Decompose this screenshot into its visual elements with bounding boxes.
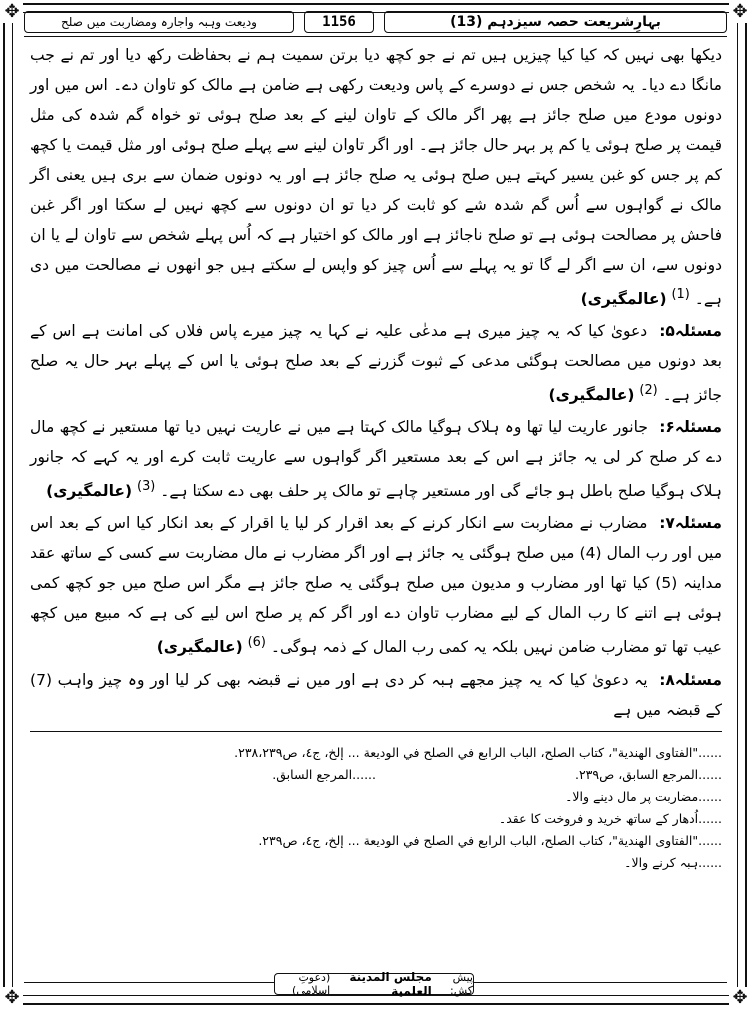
publisher-suffix: (دعوتِ اسلامی) <box>292 971 331 997</box>
footnote-ref: (6) <box>247 635 266 651</box>
footnote-3: ......المرجع السابق. <box>272 767 376 782</box>
masala-paragraph <box>30 508 722 662</box>
footnote-ref: (1) <box>671 287 690 302</box>
paragraph-text: دیکھا بھی نہیں کہ کیا کیا چیزیں ہیں تم نے جو کچھ دیا برتن سمیت ہم نے بحفاظت رکھ دیا اور تم نے جب مانگا دے دیا۔ یہ شخص جس نے دوسرے کے پاس ودیعت رکھی ہے ضامن ہے مالک کو تاوان دے۔ اس میں اور دونوں مودع میں صلح جائز ہے پھر اگر مالک کے تاوان لینے کے بعد صلح ہوئی تو خواہ گم شدہ کی مثل قیمت پر صلح ہوئی یا کم پر بہر حال جائز ہے۔ اور اگر تاوان لینے سے پہلے صلح ہوئی اور مثل قیمت یا کچھ کم پر جس کو غبن یسیر کہتے ہیں صلح ہوئی یہ صلح جائز ہے اور یہ دونوں ضمان سے بری ہیں یعنی اگر مالک نے گواہوں سے اُس گم شدہ شے کو ثابت کر دیا تو ان دونوں سے کچھ نہیں لے سکتا اور اگر غبن فاحش پر مصالحت ہوئی ہے تو صلح ناجائز ہے اور مالک کو اختیار ہے کہ اُس پہلے شخص سے تاوان لے یا ان دونوں سے، ان سے اگر لے گا تو یہ پہلے سے اُس چیز کو واپس لے سکتے ہیں جو انھوں نے مصالحت میں دی ہے۔ <box>30 46 722 309</box>
footnote-2: ......المرجع السابق، ص٢٣٩. <box>574 767 722 782</box>
footnote-5: ......اُدھار کے ساتھ خرید و فروخت کا عقد۔ <box>498 811 722 826</box>
book-title: بہارِشریعت حصہ سیزدہم (13) <box>384 11 727 33</box>
footnote-1: ......"الفتاوی الهندية"، كتاب الصلح، الباب الرابع في الصلح في الوديعة ... إلخ، ج٤، ص٢٣٨،٢٣٩. <box>234 745 722 760</box>
publisher-badge <box>274 970 474 998</box>
footnote-6: ......"الفتاوی الهندية"، كتاب الصلح، الباب الرابع في الصلح في الوديعة ... إلخ، ج٤، ص٢٣٩. <box>258 833 722 848</box>
masala-label: مسئلہ۵: <box>659 322 722 341</box>
footnote-4: ......مضاربت پر مال دینے والا۔ <box>565 789 722 804</box>
main-text <box>30 40 722 725</box>
header-rule <box>24 36 727 37</box>
page-footer <box>24 970 727 1003</box>
footnote-ref: (2) <box>639 383 658 399</box>
corner-ornament-icon: ✥ <box>729 987 751 1009</box>
footnote-divider <box>30 731 722 732</box>
citation: (عالمگیری) <box>156 638 243 657</box>
corner-ornament-icon: ✥ <box>1 987 23 1009</box>
corner-ornament-icon: ✥ <box>729 1 751 23</box>
corner-ornament-icon: ✥ <box>1 1 23 23</box>
publisher-prefix: پیش کش: <box>450 971 473 997</box>
chapter-title: ودیعت وہبہ واجارہ ومضاربت میں صلح <box>24 11 294 33</box>
citation: (عالمگیری) <box>548 386 635 405</box>
paragraph-text: یہ دعویٰ کیا کہ یہ چیز مجھے ہبہ کر دی ہے اور میں نے قبضہ بھی کر لیا اور وہ چیز واہب (7) کے قبضہ میں ہے <box>30 670 722 719</box>
masala-label: مسئلہ۶: <box>659 418 722 437</box>
paragraph-text: مضارب نے مضاربت سے انکار کرنے کے بعد اقرار کر لیا یا اقرار کے بعد انکار کیا اس کے بعد اس میں اور رب المال (4) میں صلح ہوگئی یہ جائز ہے اور اگر مضارب نے مال مضاربت سے کسی کے ساتھ عقد مداینہ (5) کیا تھا اور مضارب و مدیون میں صلح ہوگئی یہ صلح جائز ہے مگر اس صلح میں جو کچھ کمی ہوئی ہے اتنے کا رب المال کے لیے مضارب تاوان دے اور اگر کم پر صلح اس لیے کی ہے کہ مبیع میں کچھ عیب تھا تو مضارب ضامن نہیں بلکہ یہ کمی رب المال کے ذمہ ہوگی۔ <box>30 514 722 657</box>
paragraph-text: جانور عاریت لیا تھا وہ ہلاک ہوگیا مالک کہتا ہے میں نے عاریت نہیں دیا تھا مستعیر نے کچھ مال دے کر صلح کر لی یہ جائز ہے اس کے بعد مستعیر اگر گواہوں سے عاریت ثابت کرے اور یہ کہے کہ جانور ہلاک ہوگیا صلح باطل ہو جائے گی اور مستعیر چاہے تو مالک پر حلف بھی دے سکتا ہے۔ <box>30 418 722 501</box>
page-number: 1156 <box>304 11 374 33</box>
footnote-7: ......ہبہ کرنے والا۔ <box>624 855 722 870</box>
footnotes <box>30 742 722 874</box>
citation: (عالمگیری) <box>580 290 667 309</box>
paragraph <box>30 40 722 314</box>
masala-paragraph <box>30 316 722 410</box>
masala-paragraph <box>30 665 722 725</box>
footnote-ref: (3) <box>137 479 156 495</box>
footnote-row <box>30 764 722 786</box>
paragraph-text: دعویٰ کیا کہ یہ چیز میری ہے مدعٰی علیہ نے کہا یہ چیز میرے پاس فلاں کی امانت ہے اس کے بعد دونوں میں مصالحت ہوگئی مدعی کے ثبوت گزرنے کے بعد صلح ہوئی یا اس کے پہلے بہر حال یہ صلح جائز ہے۔ <box>30 322 722 405</box>
publisher-name: مجلس المدينة العلمية <box>349 970 432 998</box>
masala-label: مسئلہ۷: <box>659 514 722 533</box>
masala-label: مسئلہ۸: <box>659 670 722 689</box>
masala-paragraph <box>30 412 722 506</box>
citation: (عالمگیری) <box>46 482 133 501</box>
page-header <box>24 9 727 35</box>
